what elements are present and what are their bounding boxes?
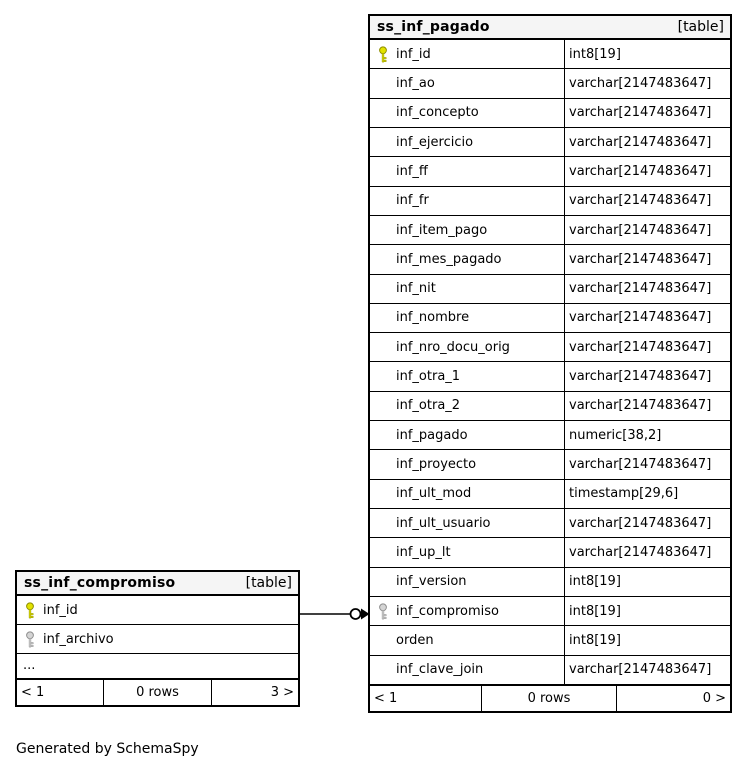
column-name-cell — [370, 245, 565, 273]
key-icon-spacer — [378, 661, 388, 678]
table-row — [370, 157, 730, 186]
footer-row-count: 0 rows — [103, 680, 212, 705]
table-row — [370, 40, 730, 69]
column-type: varchar[2147483647] — [569, 193, 712, 209]
column-type: varchar[2147483647] — [569, 134, 712, 150]
column-type: varchar[2147483647] — [569, 398, 712, 414]
column-name: inf_ult_mod — [396, 486, 472, 502]
column-type: varchar[2147483647] — [569, 251, 712, 267]
table-row — [370, 392, 730, 421]
key-icon-spacer — [378, 104, 388, 121]
table-row — [370, 275, 730, 304]
column-name-cell — [370, 40, 565, 68]
key-icon-spacer — [378, 192, 388, 209]
key-icon-spacer — [378, 222, 388, 239]
column-name: inf_ff — [396, 163, 428, 179]
key-icon-spacer — [378, 309, 388, 326]
column-name: inf_mes_pagado — [396, 251, 502, 267]
column-type: varchar[2147483647] — [569, 515, 712, 531]
column-name: inf_ult_usuario — [396, 515, 491, 531]
column-name-cell — [370, 509, 565, 537]
key-icon-spacer — [378, 339, 388, 356]
table-row — [370, 421, 730, 450]
key-icon-spacer — [378, 485, 388, 502]
column-name: inf_archivo — [43, 631, 114, 647]
key-icon-spacer — [378, 75, 388, 92]
key-icon-spacer — [378, 368, 388, 385]
column-name: inf_concepto — [396, 105, 479, 121]
table-row — [370, 333, 730, 362]
column-name-cell — [370, 421, 565, 449]
column-type: varchar[2147483647] — [569, 310, 712, 326]
table-row — [370, 450, 730, 479]
table-row — [370, 480, 730, 509]
key-icon-spacer — [378, 515, 388, 532]
column-name: ... — [23, 657, 36, 673]
column-name: inf_version — [396, 574, 467, 590]
column-name-cell — [17, 654, 298, 676]
column-type: varchar[2147483647] — [569, 544, 712, 560]
column-name: inf_otra_2 — [396, 398, 461, 414]
generator-credit: Generated by SchemaSpy — [16, 741, 199, 757]
column-name: inf_ao — [396, 75, 435, 91]
column-name: inf_id — [396, 46, 431, 62]
footer-parents-count: 0 > — [702, 691, 726, 706]
table-footer — [17, 678, 298, 705]
table-row — [370, 568, 730, 597]
column-name-cell — [370, 362, 565, 390]
table-row — [370, 597, 730, 626]
table-ss-inf-pagado[interactable] — [368, 14, 732, 713]
key-icon-spacer — [378, 427, 388, 444]
column-name-cell — [370, 626, 565, 654]
column-type: int8[19] — [569, 574, 621, 590]
column-name: inf_nit — [396, 281, 436, 297]
zero-or-one-circle — [351, 609, 361, 619]
table-row — [370, 509, 730, 538]
column-type: varchar[2147483647] — [569, 222, 712, 238]
column-name: inf_nombre — [396, 310, 470, 326]
table-row — [17, 596, 298, 625]
key-icon-spacer — [378, 544, 388, 561]
column-type: varchar[2147483647] — [569, 369, 712, 385]
footer-children-count: < 1 — [374, 691, 398, 706]
column-name-cell — [370, 99, 565, 127]
table-header — [17, 572, 298, 596]
column-type: timestamp[29,6] — [569, 486, 679, 502]
table-row — [370, 304, 730, 333]
column-type: varchar[2147483647] — [569, 457, 712, 473]
column-name-cell — [370, 568, 565, 596]
table-row — [370, 626, 730, 655]
column-name: inf_clave_join — [396, 662, 484, 678]
table-type-badge: [table] — [677, 19, 724, 35]
column-name-cell — [17, 625, 298, 653]
column-type: varchar[2147483647] — [569, 281, 712, 297]
column-name-cell — [370, 157, 565, 185]
column-name-cell — [370, 128, 565, 156]
relationship-connector — [298, 600, 372, 628]
column-name-cell — [370, 216, 565, 244]
column-name-cell — [370, 450, 565, 478]
column-name-cell — [370, 656, 565, 684]
column-rows — [17, 596, 298, 678]
column-type: int8[19] — [569, 603, 621, 619]
column-name: inf_item_pago — [396, 222, 488, 238]
table-row — [370, 216, 730, 245]
table-row — [17, 654, 298, 676]
column-name: orden — [396, 632, 434, 648]
foreign-key-icon — [378, 603, 388, 620]
footer-parents-count: 3 > — [270, 685, 294, 700]
column-name-cell — [370, 597, 565, 625]
column-type: int8[19] — [569, 46, 621, 62]
column-name-cell — [370, 187, 565, 215]
key-icon-spacer — [378, 632, 388, 649]
table-row — [17, 625, 298, 654]
footer-children-count: < 1 — [21, 685, 45, 700]
table-ss-inf-compromiso[interactable] — [15, 570, 300, 707]
table-footer — [370, 684, 730, 711]
column-rows — [370, 40, 730, 684]
column-type: varchar[2147483647] — [569, 105, 712, 121]
foreign-key-icon — [25, 631, 35, 648]
table-row — [370, 538, 730, 567]
table-row — [370, 187, 730, 216]
column-name: inf_proyecto — [396, 457, 477, 473]
primary-key-icon — [25, 602, 35, 619]
key-icon-spacer — [378, 573, 388, 590]
key-icon-spacer — [378, 134, 388, 151]
column-type: varchar[2147483647] — [569, 662, 712, 678]
column-type: varchar[2147483647] — [569, 339, 712, 355]
column-type: varchar[2147483647] — [569, 75, 712, 91]
key-icon-spacer — [378, 397, 388, 414]
key-icon-spacer — [378, 456, 388, 473]
column-name-cell — [17, 596, 298, 624]
table-row — [370, 69, 730, 98]
column-name-cell — [370, 538, 565, 566]
footer-row-count: 0 rows — [481, 686, 617, 711]
column-name: inf_otra_1 — [396, 369, 461, 385]
column-type: varchar[2147483647] — [569, 163, 712, 179]
column-name-cell — [370, 304, 565, 332]
table-header — [370, 16, 730, 40]
key-icon-spacer — [378, 251, 388, 268]
column-name: inf_ejercicio — [396, 134, 474, 150]
key-icon-spacer — [378, 280, 388, 297]
table-row — [370, 656, 730, 684]
column-name-cell — [370, 275, 565, 303]
table-row — [370, 128, 730, 157]
table-type-badge: [table] — [245, 575, 292, 591]
table-row — [370, 362, 730, 391]
column-name: inf_up_lt — [396, 544, 451, 560]
table-title: ss_inf_compromiso — [24, 575, 176, 591]
table-row — [370, 245, 730, 274]
primary-key-icon — [378, 46, 388, 63]
table-title: ss_inf_pagado — [377, 19, 490, 35]
key-icon-spacer — [378, 163, 388, 180]
column-name: inf_nro_docu_orig — [396, 339, 510, 355]
column-name-cell — [370, 392, 565, 420]
column-type: numeric[38,2] — [569, 427, 662, 443]
column-name-cell — [370, 69, 565, 97]
column-name: inf_fr — [396, 193, 429, 209]
table-row — [370, 99, 730, 128]
column-name: inf_id — [43, 602, 78, 618]
column-name-cell — [370, 480, 565, 508]
column-type: int8[19] — [569, 632, 621, 648]
column-name-cell — [370, 333, 565, 361]
column-name: inf_compromiso — [396, 603, 499, 619]
column-name: inf_pagado — [396, 427, 468, 443]
